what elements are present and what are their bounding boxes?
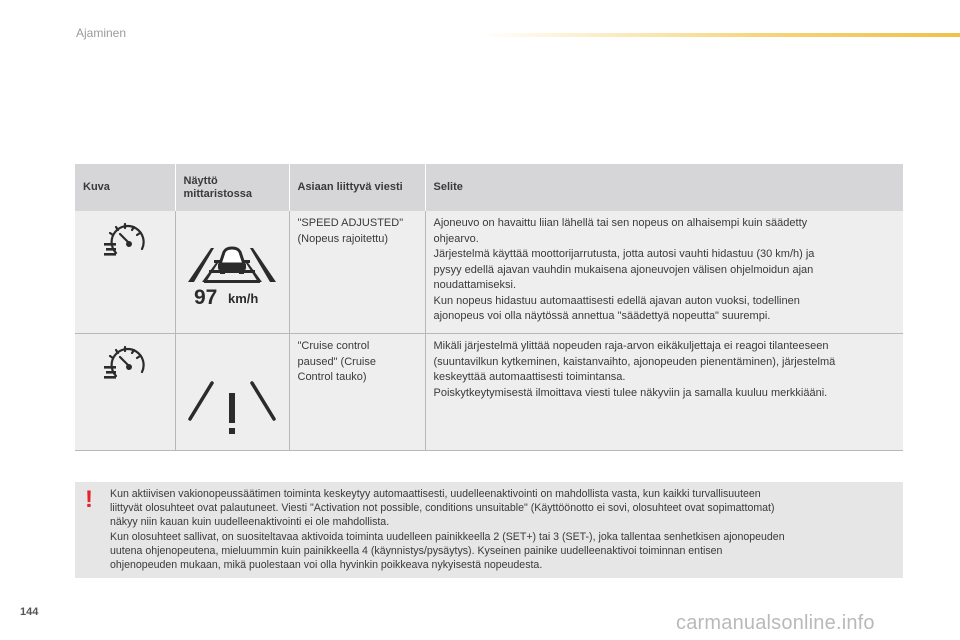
cruise-speedometer-icon: [102, 219, 148, 259]
description-line: (suuntavilkun kytkeminen, kaistanvaihto, ajonopeuden pienentäminen), järjestelmä: [433, 355, 836, 368]
page-number: 144: [20, 606, 39, 618]
warning-notice: [75, 482, 903, 578]
table-header-row: [75, 164, 903, 211]
message-line: (Nopeus rajoitettu): [297, 232, 388, 245]
description-line: Poiskytkeytymisestä ilmoittava viesti tulee näkyviin ja samalla kuuluu merkkiääni.: [433, 386, 828, 399]
notice-line: näkyy niin kauan kuin uudelleenaktivointi ei ole mahdollista.: [110, 516, 390, 529]
watermark: carmanualsonline.info: [676, 612, 875, 634]
warning-exclamation-icon: [184, 375, 280, 439]
message-cell: [289, 334, 425, 451]
speed-value: 97: [194, 286, 218, 309]
speed-unit: km/h: [228, 291, 259, 306]
header-display: Näyttö mittaristossa: [175, 164, 289, 211]
message-line: paused" (Cruise: [297, 355, 376, 368]
message-line: "SPEED ADJUSTED": [297, 217, 404, 229]
message-cell: [289, 211, 425, 334]
notice-line: liittyvät olosuhteet ovat palautuneet. Viesti "Activation not possible, conditions unsuitable" (Käyttöönotto ei sovi, olosuhteet ovat sopimattomat): [110, 502, 775, 515]
description-line: ajonopeus voi olla näytössä annettua "säädettyä nopeutta" suurempi.: [433, 310, 771, 322]
description-line: Kun nopeus hidastuu automaattisesti edellä ajavan auton vuoksi, todellinen: [433, 294, 800, 307]
image-cell: [75, 211, 175, 334]
lane-vehicle-icon: [184, 230, 280, 310]
notice-line: Kun aktiivisen vakionopeussäätimen toiminta keskeytyy automaattisesti, uudelleenaktivointi on mahdollista vasta, kun kaikki turvallisuuteen: [110, 488, 761, 500]
table-row: [75, 334, 903, 451]
header-image: Kuva: [75, 164, 175, 211]
info-table: [75, 164, 903, 451]
display-cell: [175, 211, 289, 334]
display-cell: [175, 334, 289, 451]
message-line: Control tauko): [297, 371, 367, 383]
description-line: Järjestelmä käyttää moottorijarrutusta, jotta autosi vauhti hidastuu (30 km/h) ja: [433, 248, 815, 260]
header-message: Asiaan liittyvä viesti: [289, 164, 425, 211]
description-cell: [425, 334, 903, 451]
description-line: Mikäli järjestelmä ylittää nopeuden raja-arvon eikäkuljettaja ei reagoi tilanteeseen: [433, 340, 829, 352]
warning-mark-icon: !: [85, 486, 93, 513]
description-line: ohjearvo.: [433, 232, 479, 245]
image-cell: [75, 334, 175, 451]
header-stripe: [480, 33, 960, 37]
table-row: [75, 211, 903, 334]
description-line: Ajoneuvo on havaittu liian lähellä tai sen nopeus on alhaisempi kuin säädetty: [433, 217, 808, 229]
notice-line: ohjenopeuden mukaan, mikä puolestaan voi olla hyvinkin poikkeava nykyisestä nopeudesta.: [110, 559, 543, 572]
message-line: "Cruise control: [297, 340, 370, 352]
notice-line: Kun olosuhteet sallivat, on suositeltavaa aktivoida toiminta uudelleen painikkeella 2 (SET+) tai 3 (SET-), joka tallentaa senhetkisen ajonopeuden: [110, 530, 785, 543]
notice-line: uutena ohjenopeutena, mieluummin kuin painikkeella 4 (käynnistys/pysäytys). Kyseinen painike uudelleenaktivoi toiminnan entisen: [110, 544, 723, 557]
description-line: pysyy edellä ajavan vauhdin mukaisena ajoneuvojen välisen ohjelmoidun ajan: [433, 263, 814, 276]
notice-text: [110, 487, 896, 572]
cruise-speedometer-icon: [102, 342, 148, 382]
description-line: keskeyttää automaattisesti toimintansa.: [433, 371, 626, 383]
header-description: Selite: [425, 164, 903, 211]
description-cell: [425, 211, 903, 334]
description-line: noudattamiseksi.: [433, 279, 517, 291]
section-title: Ajaminen: [76, 26, 127, 40]
